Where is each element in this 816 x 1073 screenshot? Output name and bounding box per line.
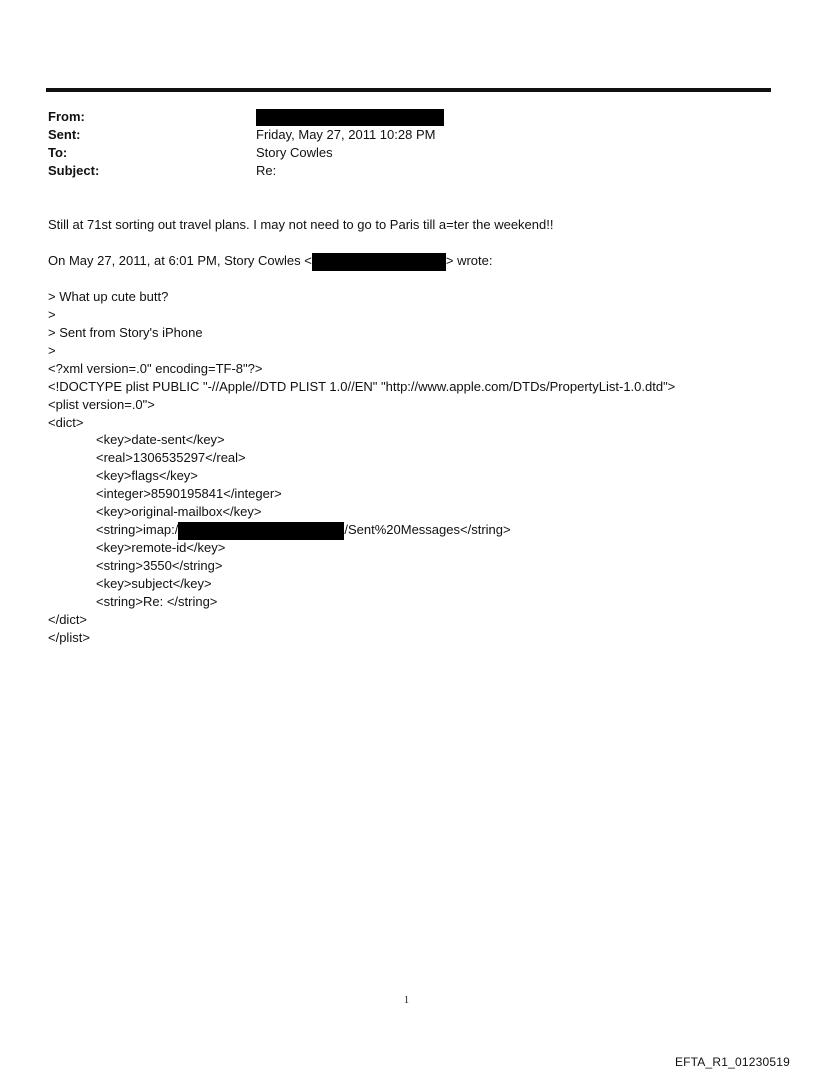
to-label: To:	[48, 145, 68, 160]
to-value: Story Cowles	[256, 145, 333, 160]
xml-line: <dict>	[48, 415, 84, 430]
xml-line: <?xml version=.0" encoding=TF-8"?>	[48, 361, 263, 376]
dict-line: <string>Re: </string>	[96, 594, 218, 609]
quoted-line: > Sent from Story's iPhone	[48, 325, 203, 340]
closing-line: </dict>	[48, 612, 88, 627]
redaction-block	[312, 253, 446, 271]
dict-line: <key>date-sent</key>	[96, 432, 225, 447]
redaction-block	[178, 522, 344, 540]
dict-line: <real>1306535297</real>	[96, 450, 246, 465]
quoted-line: >	[48, 307, 56, 322]
imap-before: <string>imap:/	[96, 522, 179, 537]
dict-line: <key>subject</key>	[96, 576, 212, 591]
subject-value: Re:	[256, 163, 277, 178]
dict-line: <key>remote-id</key>	[96, 540, 226, 555]
xml-line: <!DOCTYPE plist PUBLIC "-//Apple//DTD PLIST 1.0//EN" "http://www.apple.com/DTDs/PropertyList-1.0.dtd">	[48, 379, 676, 394]
dict-line: <integer>8590195841</integer>	[96, 486, 282, 501]
dict-line: <key>original-mailbox</key>	[96, 504, 262, 519]
quoted-line: >	[48, 343, 56, 358]
quote-intro-after: > wrote:	[445, 253, 493, 268]
from-value	[256, 108, 444, 126]
imap-line	[96, 521, 511, 540]
dict-line: <string>3550</string>	[96, 558, 223, 573]
subject-label: Subject:	[48, 163, 100, 178]
message-text: Still at 71st sorting out travel plans. I may not need to go to Paris till a=ter the weekend!!	[48, 217, 554, 232]
quote-intro	[48, 252, 492, 271]
redaction-block	[256, 109, 444, 126]
dict-line: <key>flags</key>	[96, 468, 198, 483]
header-divider	[46, 88, 771, 92]
imap-after: /Sent%20Messages</string>	[344, 522, 511, 537]
document-id: EFTA_R1_01230519	[674, 1055, 790, 1069]
closing-line: </plist>	[48, 630, 90, 645]
sent-value: Friday, May 27, 2011 10:28 PM	[256, 127, 436, 142]
from-label: From:	[48, 109, 85, 124]
sent-label: Sent:	[48, 127, 81, 142]
quote-intro-before: On May 27, 2011, at 6:01 PM, Story Cowles <	[48, 253, 312, 268]
quoted-line: > What up cute butt?	[48, 289, 169, 304]
xml-line: <plist version=.0">	[48, 397, 155, 412]
page-number: 1	[404, 995, 409, 1006]
